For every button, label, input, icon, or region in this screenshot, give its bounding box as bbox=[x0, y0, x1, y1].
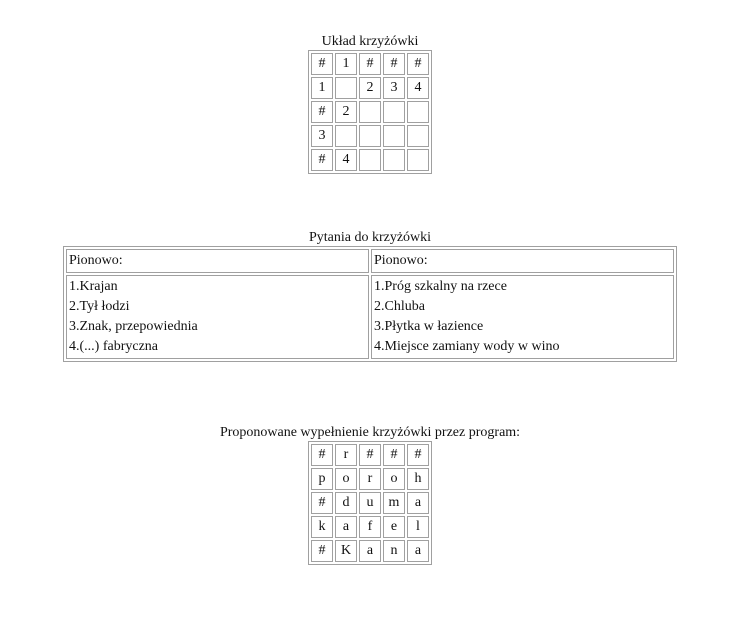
grid-cell: # bbox=[311, 149, 333, 171]
grid-cell: 3 bbox=[311, 125, 333, 147]
grid-row bbox=[311, 492, 429, 514]
clue-item: 4.Miejsce zamiany wody w wino bbox=[374, 339, 560, 354]
crossword-layout-grid bbox=[308, 50, 432, 174]
grid-cell: # bbox=[407, 53, 429, 75]
questions-section bbox=[0, 229, 740, 362]
clue-item: 3.Znak, przepowiednia bbox=[69, 319, 198, 334]
clue-item: 4.(...) fabryczna bbox=[69, 339, 159, 354]
clue-item: 3.Płytka w łazience bbox=[374, 319, 484, 334]
grid-cell: # bbox=[311, 101, 333, 123]
grid-cell: m bbox=[383, 492, 405, 514]
grid-cell: # bbox=[359, 53, 381, 75]
grid-cell: K bbox=[335, 540, 357, 562]
grid-cell: 1 bbox=[311, 77, 333, 99]
grid-row bbox=[311, 468, 429, 490]
grid-cell: a bbox=[407, 540, 429, 562]
grid-cell: # bbox=[311, 53, 333, 75]
solution-grid bbox=[308, 441, 432, 565]
grid-cell: u bbox=[359, 492, 381, 514]
grid-cell bbox=[335, 77, 357, 99]
grid-cell: o bbox=[335, 468, 357, 490]
grid-cell: # bbox=[359, 444, 381, 466]
grid-cell: d bbox=[335, 492, 357, 514]
grid-cell bbox=[383, 149, 405, 171]
questions-caption: Pytania do krzyżówki bbox=[308, 230, 432, 245]
grid-row bbox=[311, 53, 429, 75]
grid-cell: # bbox=[383, 53, 405, 75]
grid-cell: # bbox=[311, 444, 333, 466]
grid-cell: a bbox=[335, 516, 357, 538]
solution-caption: Proponowane wypełnienie krzyżówki przez program: bbox=[219, 425, 521, 440]
right-column-header: Pionowo: bbox=[371, 249, 674, 273]
grid-row bbox=[311, 101, 429, 123]
grid-cell: o bbox=[383, 468, 405, 490]
grid-cell bbox=[359, 101, 381, 123]
clue-item: 2.Chluba bbox=[374, 299, 425, 314]
grid-row bbox=[311, 540, 429, 562]
grid-cell: 4 bbox=[407, 77, 429, 99]
grid-cell: r bbox=[335, 444, 357, 466]
questions-header-row bbox=[66, 249, 674, 273]
grid-row bbox=[311, 516, 429, 538]
grid-cell bbox=[407, 125, 429, 147]
grid-cell: 3 bbox=[383, 77, 405, 99]
crossword-layout-caption: Układ krzyżówki bbox=[321, 34, 419, 49]
grid-cell: k bbox=[311, 516, 333, 538]
grid-cell: 4 bbox=[335, 149, 357, 171]
grid-row bbox=[311, 77, 429, 99]
questions-table bbox=[63, 246, 677, 362]
grid-cell bbox=[407, 101, 429, 123]
grid-cell: 2 bbox=[359, 77, 381, 99]
grid-cell: 2 bbox=[335, 101, 357, 123]
grid-cell: n bbox=[383, 540, 405, 562]
grid-cell bbox=[383, 101, 405, 123]
grid-cell: l bbox=[407, 516, 429, 538]
grid-cell bbox=[359, 149, 381, 171]
grid-row bbox=[311, 149, 429, 171]
grid-cell bbox=[383, 125, 405, 147]
grid-cell: # bbox=[407, 444, 429, 466]
grid-cell: # bbox=[311, 540, 333, 562]
grid-cell: 1 bbox=[335, 53, 357, 75]
grid-cell bbox=[407, 149, 429, 171]
grid-cell: a bbox=[359, 540, 381, 562]
grid-cell: e bbox=[383, 516, 405, 538]
grid-row bbox=[311, 444, 429, 466]
clue-item: 1.Próg szkalny na rzece bbox=[374, 279, 507, 294]
questions-body-row bbox=[66, 275, 674, 359]
clue-item: 2.Tył łodzi bbox=[69, 299, 130, 314]
grid-cell: # bbox=[383, 444, 405, 466]
left-column-header: Pionowo: bbox=[66, 249, 369, 273]
right-clue-list bbox=[371, 275, 674, 359]
clue-item: 1.Krajan bbox=[69, 279, 118, 294]
grid-cell: p bbox=[311, 468, 333, 490]
crossword-layout-section bbox=[0, 33, 740, 174]
left-clue-list bbox=[66, 275, 369, 359]
grid-cell: f bbox=[359, 516, 381, 538]
grid-cell: # bbox=[311, 492, 333, 514]
grid-row bbox=[311, 125, 429, 147]
grid-cell: a bbox=[407, 492, 429, 514]
grid-cell bbox=[359, 125, 381, 147]
grid-cell: r bbox=[359, 468, 381, 490]
grid-cell: h bbox=[407, 468, 429, 490]
grid-cell bbox=[335, 125, 357, 147]
solution-section bbox=[0, 424, 740, 565]
